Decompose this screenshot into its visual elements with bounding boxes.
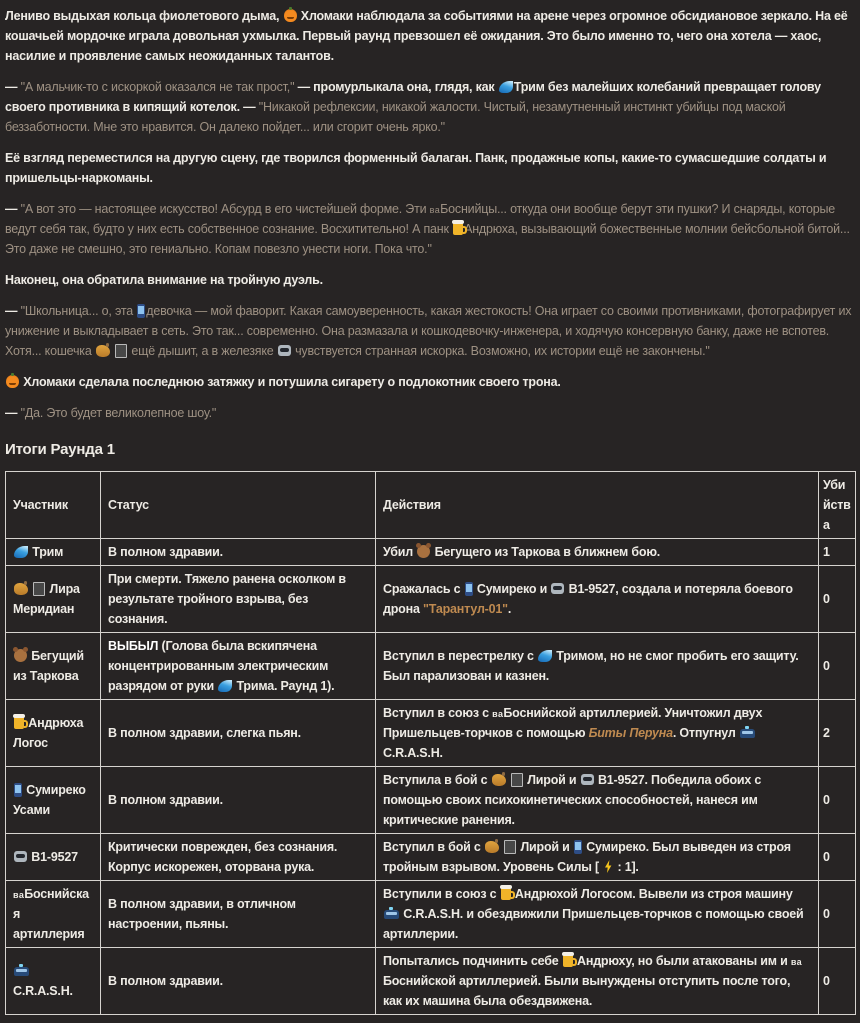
wave-icon [538, 650, 552, 662]
text-segment: "Да. Это будет великолепное шоу." [20, 406, 217, 420]
actions-cell [376, 767, 819, 834]
kills-cell: 2 [819, 700, 856, 767]
tofu-icon [33, 582, 45, 596]
narrative-paragraph [5, 199, 855, 259]
actions-cell [376, 834, 819, 881]
text-segment: Её взгляд переместился на другую сцену, где творился форменный балаган. Панк, продажные копы, какие-то сумасшедшие солдаты и пришельцы-наркоманы. [5, 151, 827, 185]
column-header-status: Статус [101, 472, 376, 539]
bear-icon [417, 545, 430, 558]
text-segment: Лениво выдыхая кольца фиолетового дыма, [5, 9, 283, 23]
text-segment: В полном здравии, в отличном настроении, пьяны. [108, 897, 296, 931]
robot-icon [278, 345, 291, 356]
text-segment: C.R.A.S.H. и обездвижили Пришельцев-торчков с помощью своей артиллерии. [383, 907, 804, 941]
text-segment: Трим без малейших колебаний превращает голову своего противника в кипящий котелок. — [5, 80, 821, 114]
wave-icon [14, 546, 28, 558]
narrative-paragraph [5, 403, 855, 423]
text-segment: Трим [29, 545, 64, 559]
wave-icon [499, 81, 513, 93]
column-header-kills: Убийства [819, 472, 856, 539]
table-row [6, 767, 856, 834]
goat-icon [14, 583, 28, 595]
pumpkin-icon [6, 375, 19, 388]
text-segment: девочка — мой фаворит. Какая самоуверенность, какая жестокость! Она играет со своими противниками, фотографирует их унижение и выкладывает в сеть. Это так... современно. Она размазала и кошкодевочку-инженера, и ходячую консервную банку, даже не вспотев. Хотя... кошечка [5, 304, 852, 358]
participant-cell [6, 700, 101, 767]
text-segment: Лирой и [523, 773, 580, 787]
narrative-paragraph [5, 6, 855, 66]
beer-icon [14, 717, 24, 729]
robot-icon [581, 774, 594, 785]
phone-icon [465, 582, 473, 596]
participant-cell [6, 948, 101, 1015]
text-segment: чувствуется странная искорка. Возможно, их истории ещё не закончены." [291, 344, 710, 358]
status-cell [101, 881, 376, 948]
text-segment: ещё дышит, а в железяке [128, 344, 277, 358]
text-segment: — [5, 202, 21, 216]
header-row [6, 472, 856, 539]
participant-cell [6, 539, 101, 566]
status-cell [101, 633, 376, 700]
text-segment: Вступил в союз с [383, 706, 493, 720]
participant-cell [6, 633, 101, 700]
results-table [5, 471, 856, 1015]
text-segment: В полном здравии. [108, 974, 223, 988]
narrative-paragraph [5, 77, 855, 137]
status-cell [101, 767, 376, 834]
text-segment: C.R.A.S.H. [383, 746, 443, 760]
police-icon [384, 910, 399, 919]
text-segment: Биты Перуна [588, 726, 673, 740]
text-segment [507, 773, 510, 787]
status-cell [101, 700, 376, 767]
police-icon [740, 729, 755, 738]
narrative-paragraph [5, 372, 855, 392]
text-segment: Хломаки наблюдала за событиями на арене через огромное обсидиановое зеркало. На её кошачьей мордочке играла довольная ухмылка. Первый раунд превзошел её ожидания. Это было именно то, чего она хотела — хаос, насилие и проявление самых неожиданных талантов. [5, 9, 848, 63]
actions-cell [376, 633, 819, 700]
text-segment: Вступили в союз с [383, 887, 500, 901]
table-row [6, 633, 856, 700]
text-segment: В полном здравии. [108, 545, 223, 559]
status-cell [101, 566, 376, 633]
actions-cell [376, 566, 819, 633]
text-segment [500, 840, 503, 854]
text-segment: : 1]. [614, 860, 639, 874]
beer-icon [563, 955, 573, 967]
text-segment: ва [429, 205, 441, 215]
column-header-participant: Участник [6, 472, 101, 539]
text-segment: Сражалась с [383, 582, 464, 596]
text-segment: В полном здравии. [108, 793, 223, 807]
tofu-icon [511, 773, 523, 787]
goat-icon [96, 345, 110, 357]
text-segment: Сумиреко. Был выведен из строя тройным взрывом. Уровень Силы [ [383, 840, 791, 874]
text-segment: Вступил в перестрелку с [383, 649, 538, 663]
text-segment: Вступил в бой с [383, 840, 484, 854]
kills-cell: 1 [819, 539, 856, 566]
text-segment: ва [13, 890, 25, 900]
kills-cell: 0 [819, 633, 856, 700]
text-segment: — [5, 406, 21, 420]
kills-cell: 0 [819, 881, 856, 948]
robot-icon [551, 583, 564, 594]
actions-cell [376, 700, 819, 767]
text-segment: "А вот это — настоящее искусство! Абсурд в его чистейшей форме. Эти [20, 202, 430, 216]
goat-icon [492, 774, 506, 786]
text-segment: C.R.A.S.H. [13, 984, 73, 998]
table-row [6, 566, 856, 633]
text-segment: "А мальчик-то с искоркой оказался не так прост," [20, 80, 298, 94]
text-segment: Сумиреко Усами [13, 783, 86, 817]
text-segment: В полном здравии, слегка пьян. [108, 726, 301, 740]
bear-icon [14, 649, 27, 662]
text-segment: "Никакой рефлексии, никакой жалости. Чистый, незамутненный инстинкт убийцы под маской беззаботности. Мне это нравится. Он далеко пойдет... или сгорит очень ярко." [5, 100, 786, 134]
text-segment: Лирой и [517, 840, 573, 854]
text-segment: (Голова была вскипячена концентрированным электрическим разрядом от руки [108, 639, 329, 693]
kills-cell: 0 [819, 767, 856, 834]
participant-cell [6, 767, 101, 834]
text-segment: Андрюха Логос [13, 716, 84, 750]
text-segment: Андрюха, вызывающий божественные молнии бейсбольной битой... Это даже не смешно, это гениально. Копам повезло унести ноги. Пока что." [5, 222, 850, 256]
text-segment: В1-9527, создала и потеряла боевого дрона [383, 582, 793, 616]
text-segment [111, 344, 114, 358]
wave-icon [218, 680, 232, 692]
text-segment: Попытались подчинить себе [383, 954, 562, 968]
status-cell [101, 834, 376, 881]
beer-icon [501, 888, 511, 900]
text-segment: — [5, 80, 21, 94]
text-segment: ва [790, 957, 803, 967]
text-segment: . [507, 602, 512, 616]
text-segment: — [5, 304, 21, 318]
text-segment: ВЫБЫЛ [108, 639, 159, 653]
police-icon [14, 967, 29, 976]
phone-icon [574, 840, 582, 854]
text-segment: Боснийской артиллерией. Уничтожил двух Пришельцев-торчков с помощью [383, 706, 763, 740]
participant-cell [6, 566, 101, 633]
text-segment: . Отпугнул [672, 726, 739, 740]
table-row [6, 834, 856, 881]
text-segment: Боснийской артиллерией. Были вынуждены отступить после того, как их машина была обездвижена. [383, 974, 791, 1008]
text-segment: В1-9527. Победила обоих с помощью своих психокинетических способностей, нанеся им критические ранения. [383, 773, 762, 827]
text-segment: Убил [383, 545, 417, 559]
phone-icon [14, 783, 22, 797]
status-cell [101, 539, 376, 566]
beer-icon [453, 223, 463, 235]
robot-icon [14, 851, 27, 862]
table-row [6, 700, 856, 767]
text-segment: Хломаки сделала последнюю затяжку и потушила сигарету о подлокотник своего трона. [20, 375, 561, 389]
tofu-icon [504, 840, 516, 854]
phone-icon [137, 304, 145, 318]
narrative-paragraph [5, 270, 855, 290]
goat-icon [485, 841, 499, 853]
table-row [6, 539, 856, 566]
text-segment [29, 582, 32, 596]
text-segment: Андрюху, но были атакованы им и [573, 954, 791, 968]
text-segment: "Школьница... о, эта [20, 304, 137, 318]
kills-cell: 0 [819, 834, 856, 881]
status-cell [101, 948, 376, 1015]
text-segment: "Тарантул-01" [422, 602, 508, 616]
participant-cell [6, 834, 101, 881]
table-row [6, 881, 856, 948]
pumpkin-icon [284, 9, 297, 22]
text-segment: Тримом, но не смог пробить его защиту. Был парализован и казнен. [383, 649, 799, 683]
text-segment: Наконец, она обратила внимание на тройную дуэль. [5, 273, 323, 287]
kills-cell: 0 [819, 566, 856, 633]
text-segment: При смерти. Тяжело ранена осколком в результате тройного взрыва, без сознания. [108, 572, 346, 626]
tofu-icon [115, 344, 127, 358]
table-row [6, 948, 856, 1015]
actions-cell [376, 948, 819, 1015]
kills-cell: 0 [819, 948, 856, 1015]
narrative-paragraph [5, 301, 855, 361]
text-segment: Трима. Раунд 1). [233, 679, 335, 693]
actions-cell [376, 539, 819, 566]
narrative-paragraph [5, 148, 855, 188]
text-segment: Бегущего из Таркова в ближнем бою. [431, 545, 661, 559]
text-segment: ва [492, 709, 504, 719]
participant-cell [6, 881, 101, 948]
text-segment: — промурлыкала она, глядя, как [297, 80, 498, 94]
text-segment: Андрюхой Логосом. Вывели из строя машину [511, 887, 793, 901]
column-header-actions: Действия [376, 472, 819, 539]
results-heading: Итоги Раунда 1 [5, 441, 115, 458]
text-segment: В1-9527 [28, 850, 78, 864]
narrative-section [5, 6, 855, 423]
lightning-icon [603, 860, 613, 873]
text-segment: Лира Меридиан [13, 582, 80, 616]
text-segment: Критически поврежден, без сознания. Корпус искорежен, оторвана рука. [108, 840, 338, 874]
text-segment: Боснийская артиллерия [13, 887, 89, 941]
text-segment: Сумиреко и [473, 582, 551, 596]
text-segment: Вступила в бой с [383, 773, 491, 787]
text-segment: Боснийцы... откуда они вообще берут эти пушки? И снаряды, которые ведут себя так, будто у них есть собственное сознание. Восхитительно! А панк [5, 202, 836, 236]
actions-cell [376, 881, 819, 948]
text-segment: Бегущий из Таркова [13, 649, 84, 683]
